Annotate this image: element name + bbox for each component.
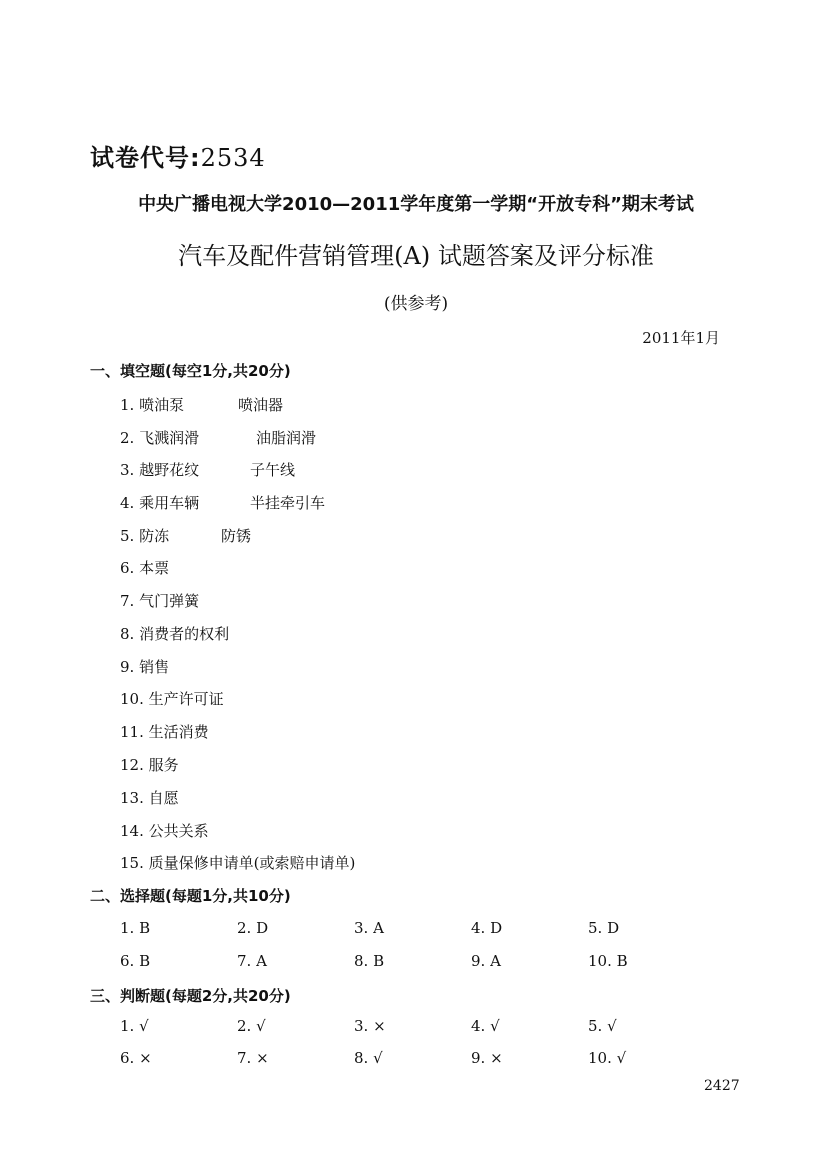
reference-note: (供参考): [383, 294, 449, 314]
answer-a: 生产许可证: [148, 690, 224, 708]
answer-a: 公共关系: [148, 822, 209, 840]
fill-blank-item: 13. 自愿: [120, 789, 179, 807]
answer-b: 子午线: [250, 461, 296, 479]
answer-a: 飞溅润滑: [139, 429, 200, 447]
fill-blank-item: 7. 气门弹簧: [120, 592, 200, 610]
fill-blank-item: 10. 生产许可证: [120, 690, 224, 708]
choice-answer: 7. A: [237, 952, 267, 970]
judge-answer: 9. ×: [471, 1049, 503, 1067]
answer-a: 销售: [139, 658, 170, 676]
answer-b: 喷油器: [238, 396, 284, 414]
answer-a: 喷油泵: [139, 396, 185, 414]
choice-answer: 1. B: [120, 919, 151, 937]
judge-answer: 2. √: [237, 1017, 266, 1035]
answer-b: 半挂牵引车: [250, 494, 326, 512]
choice-answer: 9. A: [471, 952, 501, 970]
fill-blank-item: 11. 生活消费: [120, 723, 209, 741]
judge-answer: 10. √: [588, 1049, 627, 1067]
judge-answer: 1. √: [120, 1017, 149, 1035]
fill-blank-item: 14. 公共关系: [120, 822, 209, 840]
fill-blank-item: 3. 越野花纹 子午线: [120, 461, 296, 479]
exam-subtitle: 中央广播电视大学2010—2011学年度第一学期“开放专科”期末考试: [138, 194, 694, 215]
answer-a: 自愿: [148, 789, 179, 807]
answer-a: 服务: [148, 756, 179, 774]
section-multiple-choice-heading: 二、选择题(每题1分,共10分): [90, 887, 291, 905]
fill-blank-item: 4. 乘用车辆 半挂牵引车: [120, 494, 326, 512]
answer-a: 越野花纹: [139, 461, 200, 479]
answer-a: 生活消费: [148, 723, 209, 741]
fill-blank-item: 5. 防冻 防锈: [120, 527, 252, 545]
choice-answer: 8. B: [354, 952, 385, 970]
answer-a: 防冻: [139, 527, 170, 545]
judge-answer: 8. √: [354, 1049, 383, 1067]
answer-a: 乘用车辆: [139, 494, 200, 512]
choice-answer: 5. D: [588, 919, 620, 937]
section-true-false-heading: 三、判断题(每题2分,共20分): [90, 987, 291, 1005]
fill-blank-item: 9. 销售: [120, 658, 170, 676]
choice-answer: 4. D: [471, 919, 503, 937]
judge-answer: 6. ×: [120, 1049, 152, 1067]
judge-answer: 5. √: [588, 1017, 617, 1035]
section-fill-blank-heading: 一、填空题(每空1分,共20分): [90, 362, 291, 380]
exam-code-label: 试卷代号:: [90, 144, 201, 172]
exam-code: [90, 138, 266, 173]
judge-answer: 7. ×: [237, 1049, 269, 1067]
judge-answer: 4. √: [471, 1017, 500, 1035]
fill-blank-item: 2. 飞溅润滑 油脂润滑: [120, 429, 317, 447]
page-number: 2427: [704, 1078, 740, 1094]
exam-code-number: 2534: [200, 144, 266, 172]
choice-answer: 10. B: [588, 952, 628, 970]
answer-b: 防锈: [221, 527, 252, 545]
fill-blank-item: 8. 消费者的权利: [120, 625, 230, 643]
fill-blank-item: 6. 本票: [120, 559, 170, 577]
fill-blank-item: 12. 服务: [120, 756, 179, 774]
answer-a: 本票: [139, 559, 170, 577]
fill-blank-item: 15. 质量保修申请单(或索赔申请单): [120, 854, 356, 872]
exam-date: 2011年1月: [642, 329, 720, 347]
fill-blank-item: 1. 喷油泵 喷油器: [120, 396, 284, 414]
judge-answer: 3. ×: [354, 1017, 386, 1035]
choice-answer: 3. A: [354, 919, 384, 937]
choice-answer: 6. B: [120, 952, 151, 970]
answer-a: 消费者的权利: [139, 625, 230, 643]
answer-a: 气门弹簧: [139, 592, 200, 610]
choice-answer: 2. D: [237, 919, 269, 937]
answer-b: 油脂润滑: [256, 429, 317, 447]
answer-a: 质量保修申请单(或索赔申请单): [148, 854, 356, 872]
exam-title: 汽车及配件营销管理(A) 试题答案及评分标准: [178, 242, 654, 270]
